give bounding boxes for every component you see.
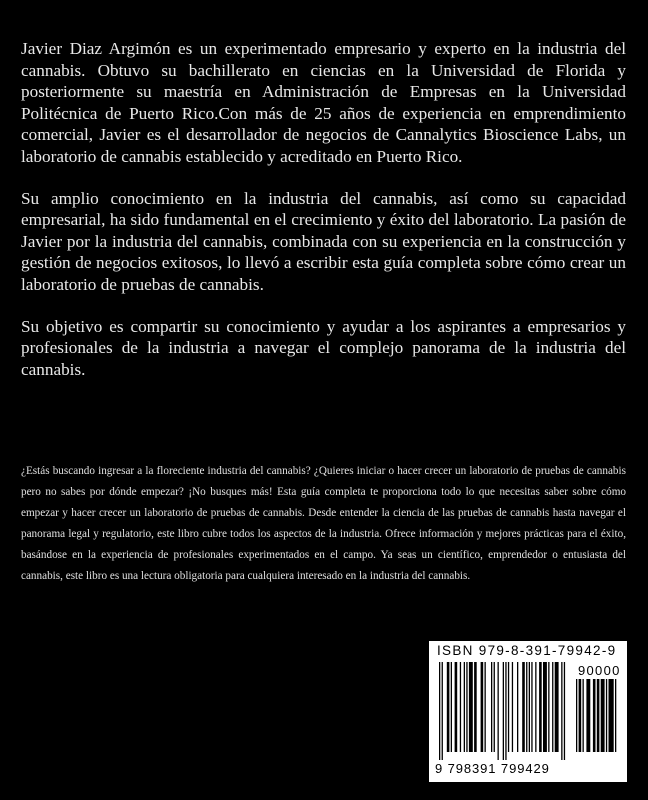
- bio-paragraph-3: Su objetivo es compartir su conocimiento y ayudar a los aspirantes a empresarios y profesionales de la industria a navegar el complejo panorama de la industria del cannabis.: [21, 316, 626, 379]
- barcode-bar: [606, 679, 607, 752]
- barcode-bar: [460, 662, 461, 752]
- barcode-bar: [564, 662, 565, 760]
- barcode-bar: [512, 662, 513, 752]
- barcode-bar: [615, 679, 616, 752]
- barcode-bar: [548, 662, 549, 752]
- barcode-bar: [485, 662, 486, 752]
- barcode-bar: [508, 662, 509, 752]
- isbn-barcode-box: [429, 641, 627, 782]
- price-addon-code: 90000: [578, 663, 621, 678]
- barcode-bar: [552, 662, 553, 752]
- barcode-bar: [579, 679, 582, 752]
- barcode-bar: [526, 662, 527, 752]
- barcode-bar: [505, 662, 506, 760]
- barcode-bar: [442, 662, 443, 760]
- ean-digits: 9 798391 799429: [435, 761, 550, 776]
- barcode-bar: [494, 662, 495, 752]
- barcode-bar: [583, 679, 584, 752]
- barcode-bar: [576, 679, 577, 752]
- barcode-bar: [593, 679, 596, 752]
- bio-paragraph-1: Javier Diaz Argimón es un experimentado empresario y experto en la industria del cannabis. Obtuvo su bachillerato en ciencias en la Universidad de Florida y posteriormente su maestría en Administración de Empresas en la Universidad Politécnica de Puerto Rico.Con más de 25 años de experiencia en emprendimiento comercial, Javier es el desarrollador de negocios de Cannalytics Bioscience Labs, un laboratorio de cannabis establecido y acreditado en Puerto Rico.: [21, 39, 626, 166]
- author-bio: [21, 38, 626, 400]
- barcode-bar: [539, 662, 542, 752]
- barcode-bar: [466, 662, 467, 752]
- barcode-bar: [469, 662, 473, 752]
- barcode-bar: [522, 662, 525, 752]
- barcode-bar: [503, 662, 504, 760]
- book-blurb: ¿Estás buscando ingresar a la floreciente industria del cannabis? ¿Quieres iniciar o hacer crecer un laboratorio de pruebas de cannabis pero no sabes por dónde empezar? ¡No busques más! Esta guía completa te proporciona todo lo que necesitas saber sobre cómo empezar y hacer crecer un laboratorio de pruebas de cannabis. Desde entender la ciencia de las pruebas de cannabis hasta navegar el panorama legal y regulatorio, este libro cubre todos los aspectos de la industria. Ofrece información y mejores prácticas para el éxito, basándose en la experiencia de profesionales experimentados en el campo. Ya seas un científico, emprendedor o entusiasta del cannabis, este libro es una lectura obligatoria para cualquiera interesado en la industria del cannabis.: [21, 465, 626, 582]
- barcode-bar: [491, 662, 492, 752]
- barcode-bar: [451, 662, 452, 752]
- bio-paragraph-2: Su amplio conocimiento en la industria del cannabis, así como su capacidad empresarial, ha sido fundamental en el crecimiento y éxito del laboratorio. La pasión de Javier por la industria del cannabis, combinada con su experiencia en la construcción y gestión de negocios exitosos, lo llevó a escribir esta guía completa sobre cómo crear un laboratorio de pruebas de cannabis.: [21, 188, 626, 294]
- barcode-bar: [439, 662, 440, 760]
- barcode-bar: [474, 662, 477, 752]
- ean-barcode-bars: [439, 662, 569, 760]
- barcode-bar: [531, 662, 532, 752]
- barcode-bar: [455, 662, 458, 752]
- isbn-label: ISBN 979-8-391-79942-9: [437, 643, 617, 658]
- addon-barcode-bars: [576, 679, 620, 760]
- barcode-bar: [601, 679, 605, 752]
- barcode-bar: [543, 662, 547, 752]
- barcode-bar: [586, 679, 590, 752]
- barcode-bar: [498, 662, 499, 760]
- barcode-bar: [447, 662, 450, 752]
- barcode-bar: [464, 662, 465, 752]
- barcode-bar: [597, 679, 600, 752]
- barcode-bar: [561, 662, 562, 760]
- barcode-bar: [535, 662, 536, 752]
- barcode-bar: [609, 679, 614, 752]
- barcode-bar: [529, 662, 530, 752]
- barcode-bar: [481, 662, 484, 752]
- barcode-bar: [555, 662, 559, 752]
- barcode-bar: [517, 662, 518, 752]
